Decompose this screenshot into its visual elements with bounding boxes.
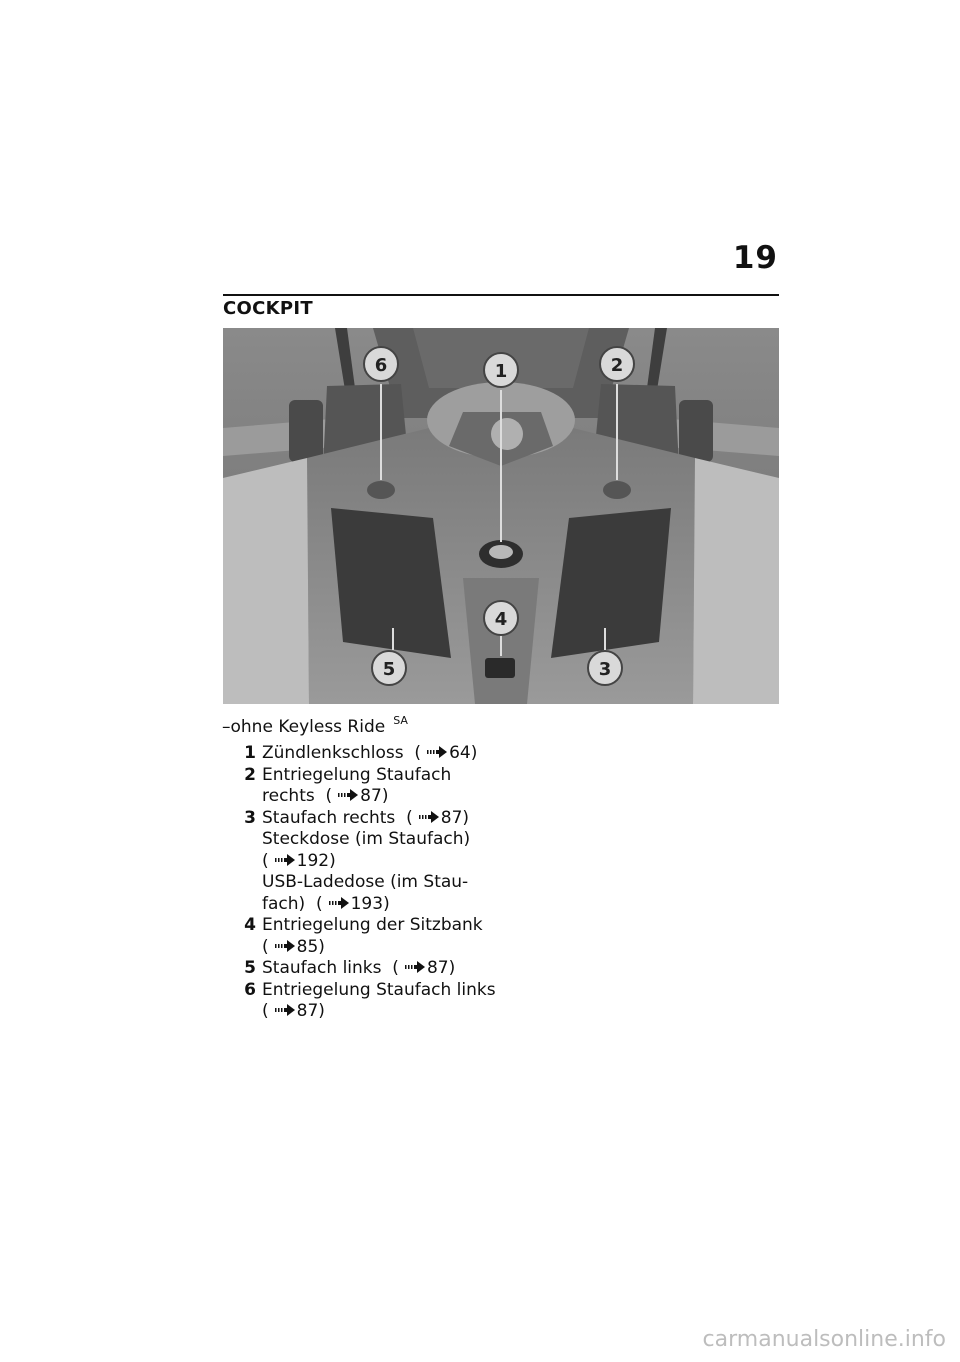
page-reference-number: 87	[296, 1001, 319, 1021]
legend-item	[226, 808, 526, 916]
legend-line	[262, 894, 526, 916]
callout-6	[364, 347, 398, 381]
callout-4	[484, 601, 518, 635]
legend-line	[262, 765, 526, 787]
legend-text: Entriegelung Staufach	[262, 764, 452, 785]
page-reference-arrow-icon	[338, 789, 358, 801]
page-reference[interactable]: ( 87)	[395, 807, 470, 828]
legend-text: Entriegelung der Sitzbank	[262, 915, 483, 935]
legend-item	[226, 765, 526, 808]
legend-number: 4	[244, 915, 256, 935]
callout-3	[588, 651, 622, 685]
legend-number: 5	[244, 958, 256, 978]
legend-text: Zündlenkschloss	[262, 743, 404, 763]
variant-text: –ohne Keyless Ride	[222, 717, 386, 737]
legend-text: Staufach links	[262, 958, 382, 978]
legend-item	[226, 980, 526, 1023]
legend-line	[262, 958, 526, 980]
page-number: 19	[732, 240, 778, 276]
callout-2	[600, 347, 634, 381]
legend-number: 2	[244, 764, 256, 785]
section-title: COCKPIT	[223, 298, 313, 319]
legend-line	[262, 980, 526, 1002]
page-reference-number: 64	[449, 743, 471, 763]
callout-1	[484, 353, 518, 387]
page-reference[interactable]: ( 85)	[262, 936, 325, 957]
page-reference-arrow-icon	[275, 1004, 295, 1016]
legend-text: Steckdose (im Staufach)	[262, 829, 471, 849]
page-reference[interactable]: ( 192)	[262, 850, 336, 871]
legend-text: fach)	[262, 893, 306, 914]
legend-text: USB-Ladedose (im Stau-	[262, 872, 469, 892]
variant-tag: SA	[393, 714, 408, 727]
watermark: carmanualsonline.info	[702, 1327, 946, 1352]
page-reference-arrow-icon	[405, 961, 425, 973]
page-reference[interactable]: ( 87)	[314, 786, 389, 806]
callout-5	[372, 651, 406, 685]
page-reference-number: 87	[440, 807, 463, 828]
legend-item	[226, 743, 526, 765]
legend-line	[262, 937, 526, 959]
page-reference[interactable]: ( 193)	[305, 893, 390, 914]
legend-text: rechts	[262, 786, 315, 806]
legend-line	[262, 786, 526, 808]
page-reference[interactable]: ( 87)	[262, 1001, 325, 1021]
legend-number: 3	[244, 807, 256, 828]
page-reference-number: 87	[426, 958, 449, 978]
legend-number: 6	[244, 979, 256, 1000]
legend-line	[262, 829, 526, 851]
figure-legend	[226, 743, 526, 1023]
page-reference-arrow-icon	[419, 811, 439, 823]
svg-text:2: 2	[610, 355, 624, 376]
page-reference-arrow-icon	[329, 897, 349, 909]
page-reference-number: 193	[350, 893, 384, 914]
legend-line	[262, 808, 526, 830]
legend-line	[262, 1001, 526, 1023]
page-reference-number: 87	[360, 786, 382, 806]
page-reference-number: 192	[296, 850, 330, 871]
page-reference-arrow-icon	[275, 940, 295, 952]
legend-line	[262, 851, 526, 873]
legend-number: 1	[244, 743, 256, 763]
svg-text:4: 4	[494, 609, 508, 630]
section-divider	[223, 294, 779, 296]
svg-text:3: 3	[598, 659, 612, 680]
legend-line	[262, 743, 526, 765]
variant-note	[222, 714, 408, 737]
legend-item	[226, 915, 526, 958]
svg-text:6: 6	[374, 355, 388, 376]
cockpit-figure	[223, 328, 779, 704]
page-reference[interactable]: ( 87)	[381, 958, 456, 978]
svg-text:5: 5	[382, 659, 396, 680]
page-reference-arrow-icon	[275, 854, 295, 866]
legend-line	[262, 915, 526, 937]
page-reference-number: 85	[296, 936, 319, 957]
svg-text:1: 1	[494, 361, 508, 382]
legend-text: Staufach rechts	[262, 807, 396, 828]
legend-item	[226, 958, 526, 980]
legend-text: Entriegelung Staufach links	[262, 979, 496, 1000]
cockpit-illustration	[223, 328, 779, 704]
legend-line	[262, 872, 526, 894]
page-reference-arrow-icon	[427, 746, 447, 758]
page-reference[interactable]: ( 64)	[403, 743, 478, 763]
